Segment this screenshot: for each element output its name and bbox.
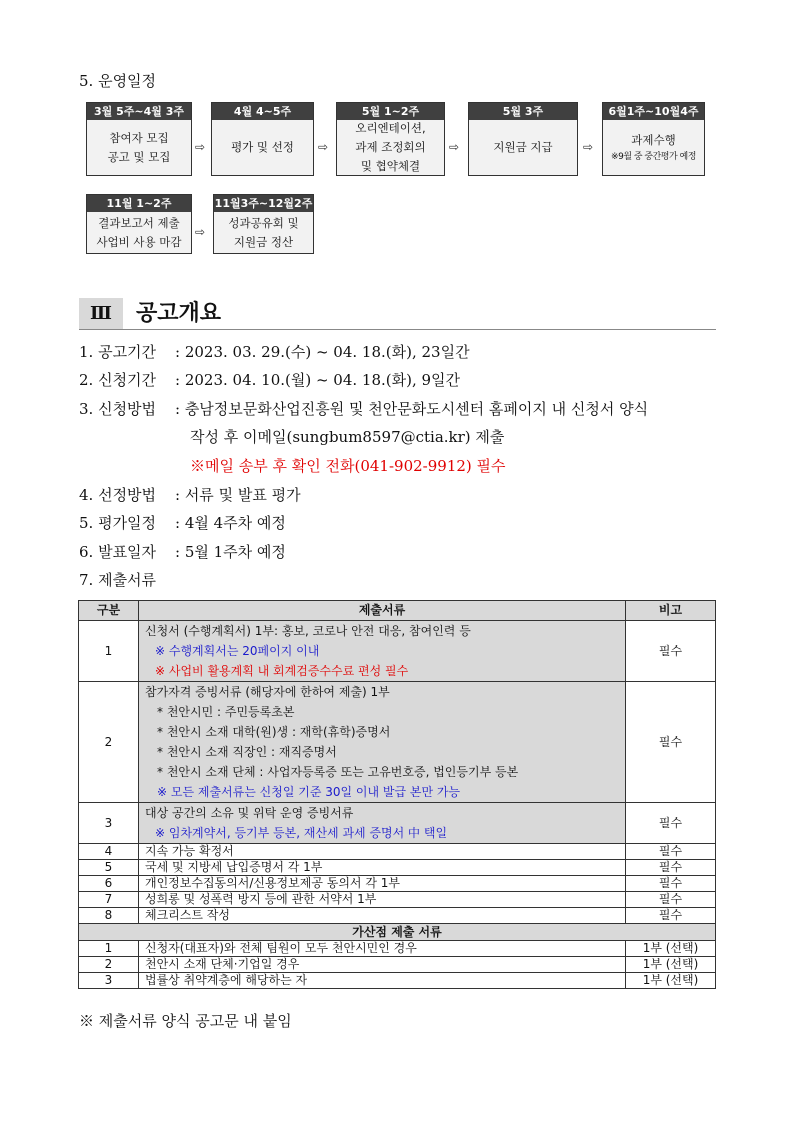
chapter-number: Ⅲ [79,298,123,329]
row-number: 6 [79,876,139,892]
table-row [79,844,716,860]
table-row [79,803,716,844]
chapter-title: 공고개요 [136,301,222,326]
row-number: 7 [79,892,139,908]
header-category: 구분 [79,601,139,621]
doc-line: ※ 수행계획서는 20페이지 이내 [155,644,320,658]
schedule-step-orientation [336,102,445,176]
arrow-right-icon: ⇨ [583,140,594,154]
step-line: 오리엔테이션, [355,121,426,135]
doc-line: ※ 사업비 활용계획 내 회계검증수수료 편성 필수 [155,664,409,678]
row-documents: 체크리스트 작성 [139,908,626,924]
schedule-step-recruit [86,102,192,176]
table-row [79,682,716,803]
doc-line: * 천안시 소재 단체 : 사업자등록증 또는 고유번호증, 법인등기부 등본 [157,765,519,779]
table-row [79,892,716,908]
table-header-row [79,601,716,621]
schedule-step-report [86,194,192,254]
row-remark: 필수 [626,860,716,876]
step-line: 지원금 정산 [233,234,294,249]
row-documents [139,682,626,803]
step-period: 5월 1~2주 [337,103,444,120]
overview-apply-period [79,369,461,390]
item-value: : 충남정보문화산업진흥원 및 천안문화도시센터 홈페이지 내 신청서 양식 [175,400,649,418]
chapter-divider [79,329,716,330]
item-label: 3. 신청방법 [79,400,157,418]
overview-announce-period [79,341,470,362]
row-documents: 신청자(대표자)와 전체 팀원이 모두 천안시민인 경우 [139,941,626,957]
item-value: : 5월 1주차 예정 [175,543,286,561]
step-line: 및 협약체결 [360,159,421,173]
schedule-step-sharing [213,194,314,254]
row-remark: 1부 (선택) [626,973,716,989]
row-documents: 국세 및 지방세 납입증명서 각 1부 [139,860,626,876]
table-row [79,908,716,924]
step-line: 성과공유회 및 [228,215,299,230]
step-line: 과제 조정회의 [355,140,426,154]
item-value: : 2023. 03. 29.(수) ~ 04. 18.(화), 23일간 [175,343,470,361]
row-number: 2 [79,682,139,803]
row-remark: 필수 [626,621,716,682]
row-remark: 필수 [626,892,716,908]
arrow-right-icon: ⇨ [195,225,206,239]
step-period: 11월3주~12월2주 [214,197,313,210]
table-row [79,973,716,989]
step-line: 사업비 사용 마감 [96,234,182,249]
row-documents [139,621,626,682]
table-row [79,941,716,957]
step-period: 5월 3주 [469,103,577,120]
bonus-docs-title: 가산점 제출 서류 [79,924,716,941]
row-number: 5 [79,860,139,876]
item-label: 1. 공고기간 [79,343,157,361]
row-number: 3 [79,803,139,844]
step-line: 과제수행 [631,133,676,147]
item-label: 2. 신청기간 [79,371,157,389]
arrow-right-icon: ⇨ [318,140,329,154]
bonus-header-row [79,924,716,941]
row-number: 3 [79,973,139,989]
schedule-step-evaluation [211,102,314,176]
doc-line: 대상 공간의 소유 및 위탁 운영 증빙서류 [145,806,354,820]
doc-line: ※ 임차계약서, 등기부 등본, 재산세 과세 증명서 中 택일 [155,826,448,840]
arrow-right-icon: ⇨ [449,140,460,154]
submission-documents-table [78,600,716,989]
row-remark: 필수 [626,844,716,860]
item-label: 6. 발표일자 [79,543,157,561]
row-remark: 필수 [626,908,716,924]
row-number: 8 [79,908,139,924]
item-value: : 4월 4주차 예정 [175,514,286,532]
doc-line: 신청서 (수행계획서) 1부: 홍보, 코로나 안전 대응, 참여인력 등 [145,624,471,638]
overview-selection-method [79,484,301,505]
doc-line: 참가자격 증빙서류 (해당자에 한하여 제출) 1부 [145,685,390,699]
header-documents: 제출서류 [139,601,626,621]
step-period: 6월1주~10월4주 [603,103,704,120]
row-remark: 필수 [626,876,716,892]
overview-evaluation-schedule [79,512,286,533]
schedule-step-execution [602,102,705,176]
doc-line: * 천안시민 : 주민등록초본 [157,705,295,719]
apply-method-continuation: 작성 후 이메일(sungbum8597@ctia.kr) 제출 [190,428,505,446]
item-label: 5. 평가일정 [79,514,157,532]
row-number: 4 [79,844,139,860]
table-row [79,957,716,973]
step-period: 4월 4~5주 [212,103,313,120]
doc-line: * 천안시 소재 직장인 : 재직증명서 [157,745,337,759]
step-line: 지원금 지급 [493,140,553,154]
overview-announcement-date [79,541,286,562]
row-remark: 1부 (선택) [626,941,716,957]
step-line: 결과보고서 제출 [98,215,180,230]
apply-method-warning: ※메일 송부 후 확인 전화(041-902-9912) 필수 [190,457,506,475]
step-line: 참여자 모집 [109,130,169,145]
overview-submission-docs: 7. 제출서류 [79,571,157,589]
row-number: 1 [79,941,139,957]
overview-apply-method [79,398,649,419]
doc-line: ※ 모든 제출서류는 신청일 기준 30일 이내 발급 본만 가능 [157,785,461,799]
row-documents: 성희롱 및 성폭력 방지 등에 관한 서약서 1부 [139,892,626,908]
row-remark: 1부 (선택) [626,957,716,973]
row-documents: 지속 가능 확정서 [139,844,626,860]
step-note: ※9월 중 중간평가 예정 [611,152,696,162]
item-label: 4. 선정방법 [79,486,157,504]
schedule-step-funding [468,102,578,176]
arrow-right-icon: ⇨ [195,140,206,154]
row-remark: 필수 [626,682,716,803]
row-number: 1 [79,621,139,682]
footnote: ※ 제출서류 양식 공고문 내 붙임 [79,1012,292,1030]
step-period: 11월 1~2주 [87,195,191,212]
row-documents: 천안시 소재 단체·기업일 경우 [139,957,626,973]
table-row [79,876,716,892]
row-documents: 개인정보수집동의서/신용정보제공 동의서 각 1부 [139,876,626,892]
row-remark: 필수 [626,803,716,844]
doc-line: * 천안시 소재 대학(원)생 : 재학(휴학)증명서 [157,725,391,739]
step-period: 3월 5주~4월 3주 [87,103,191,120]
step-line: 평가 및 선정 [231,140,294,154]
table-row [79,860,716,876]
step-line: 공고 및 모집 [107,149,171,164]
row-documents [139,803,626,844]
row-documents: 법률상 취약계층에 해당하는 자 [139,973,626,989]
table-row [79,621,716,682]
item-value: : 서류 및 발표 평가 [175,486,301,504]
schedule-title: 5. 운영일정 [79,72,157,90]
item-value: : 2023. 04. 10.(월) ~ 04. 18.(화), 9일간 [175,371,461,389]
row-number: 2 [79,957,139,973]
header-remarks: 비고 [626,601,716,621]
